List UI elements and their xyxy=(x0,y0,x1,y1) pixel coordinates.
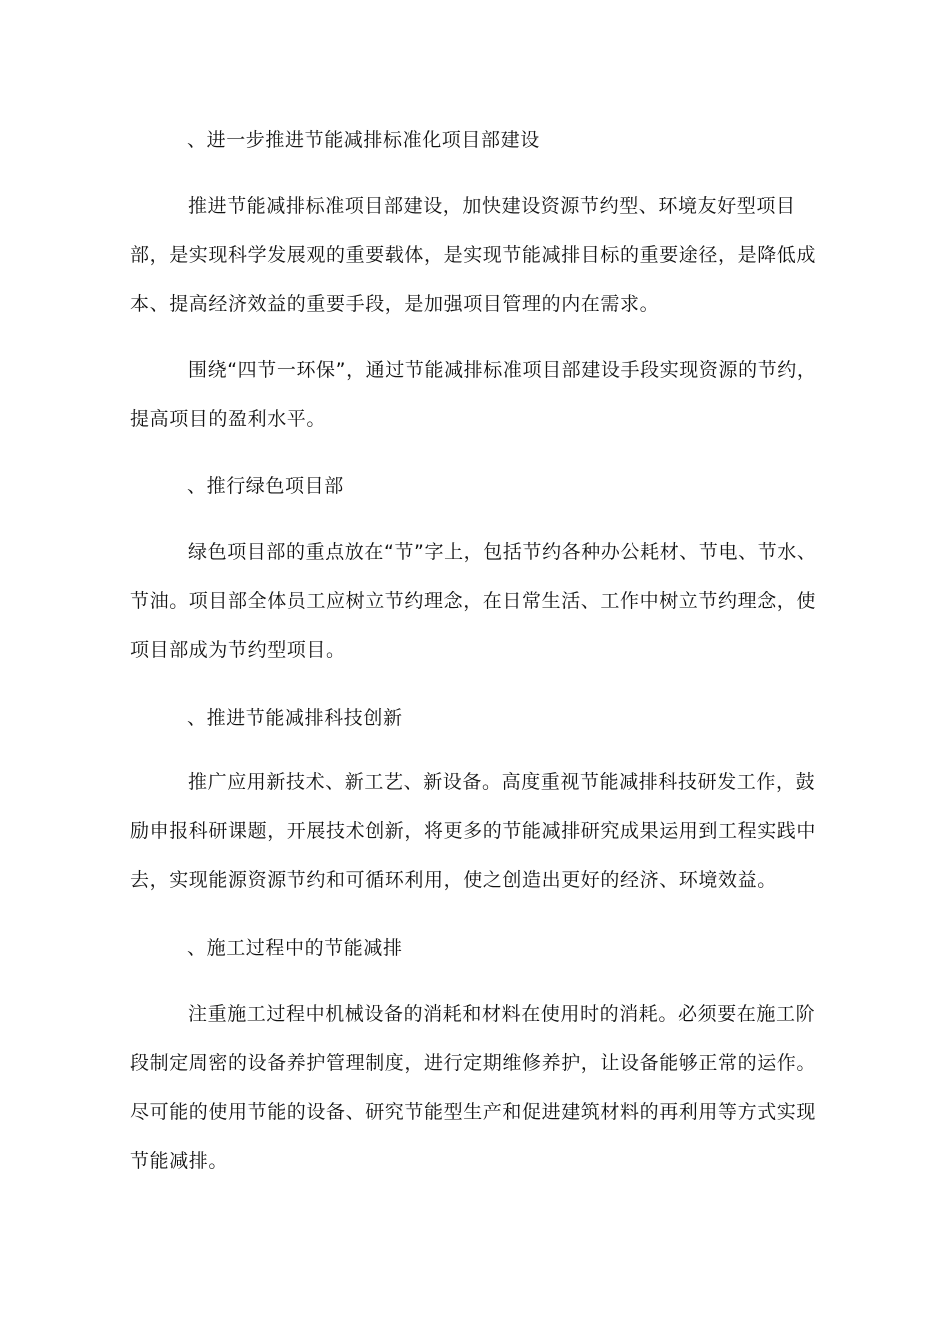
section-3-paragraph-1: 推广应用新技术、新工艺、新设备。高度重视节能减排科技研发工作，鼓励申报科研课题，开展技术创新，将更多的节能减排研究成果运用到工程实践中去，实现能源资源节约和可循环利用，使之创造出更好的经济、环境效益。 xyxy=(130,771,817,891)
section-2-paragraph-1: 绿色项目部的重点放在“节”字上，包括节约各种办公耗材、节电、节水、节油。项目部全体员工应树立节约理念，在日常生活、工作中树立节约理念，使项目部成为节约型项目。 xyxy=(130,541,817,661)
section-4-paragraph-1: 注重施工过程中机械设备的消耗和材料在使用时的消耗。必须要在施工阶段制定周密的设备养护管理制度，进行定期维修养护，让设备能够正常的运作。尽可能的使用节能的设备、研究节能型生产和促进建筑材料的再利用等方式实现节能减排。 xyxy=(130,1003,817,1172)
section-1-paragraph-1: 推进节能减排标准项目部建设，加快建设资源节约型、环境友好型项目部，是实现科学发展观的重要载体，是实现节能减排目标的重要途径，是降低成本、提高经济效益的重要手段，是加强项目管理的内在需求。 xyxy=(130,195,817,315)
section-heading-4: 、施工过程中的节能减排 xyxy=(187,937,403,959)
section-1-paragraph-2: 围绕“四节一环保”，通过节能减排标准项目部建设手段实现资源的节约，提高项目的盈利水平。 xyxy=(130,359,817,430)
section-heading-2: 、推行绿色项目部 xyxy=(187,475,344,497)
section-heading-1: 、进一步推进节能减排标准化项目部建设 xyxy=(187,129,540,151)
section-heading-3: 、推进节能减排科技创新 xyxy=(187,707,403,729)
